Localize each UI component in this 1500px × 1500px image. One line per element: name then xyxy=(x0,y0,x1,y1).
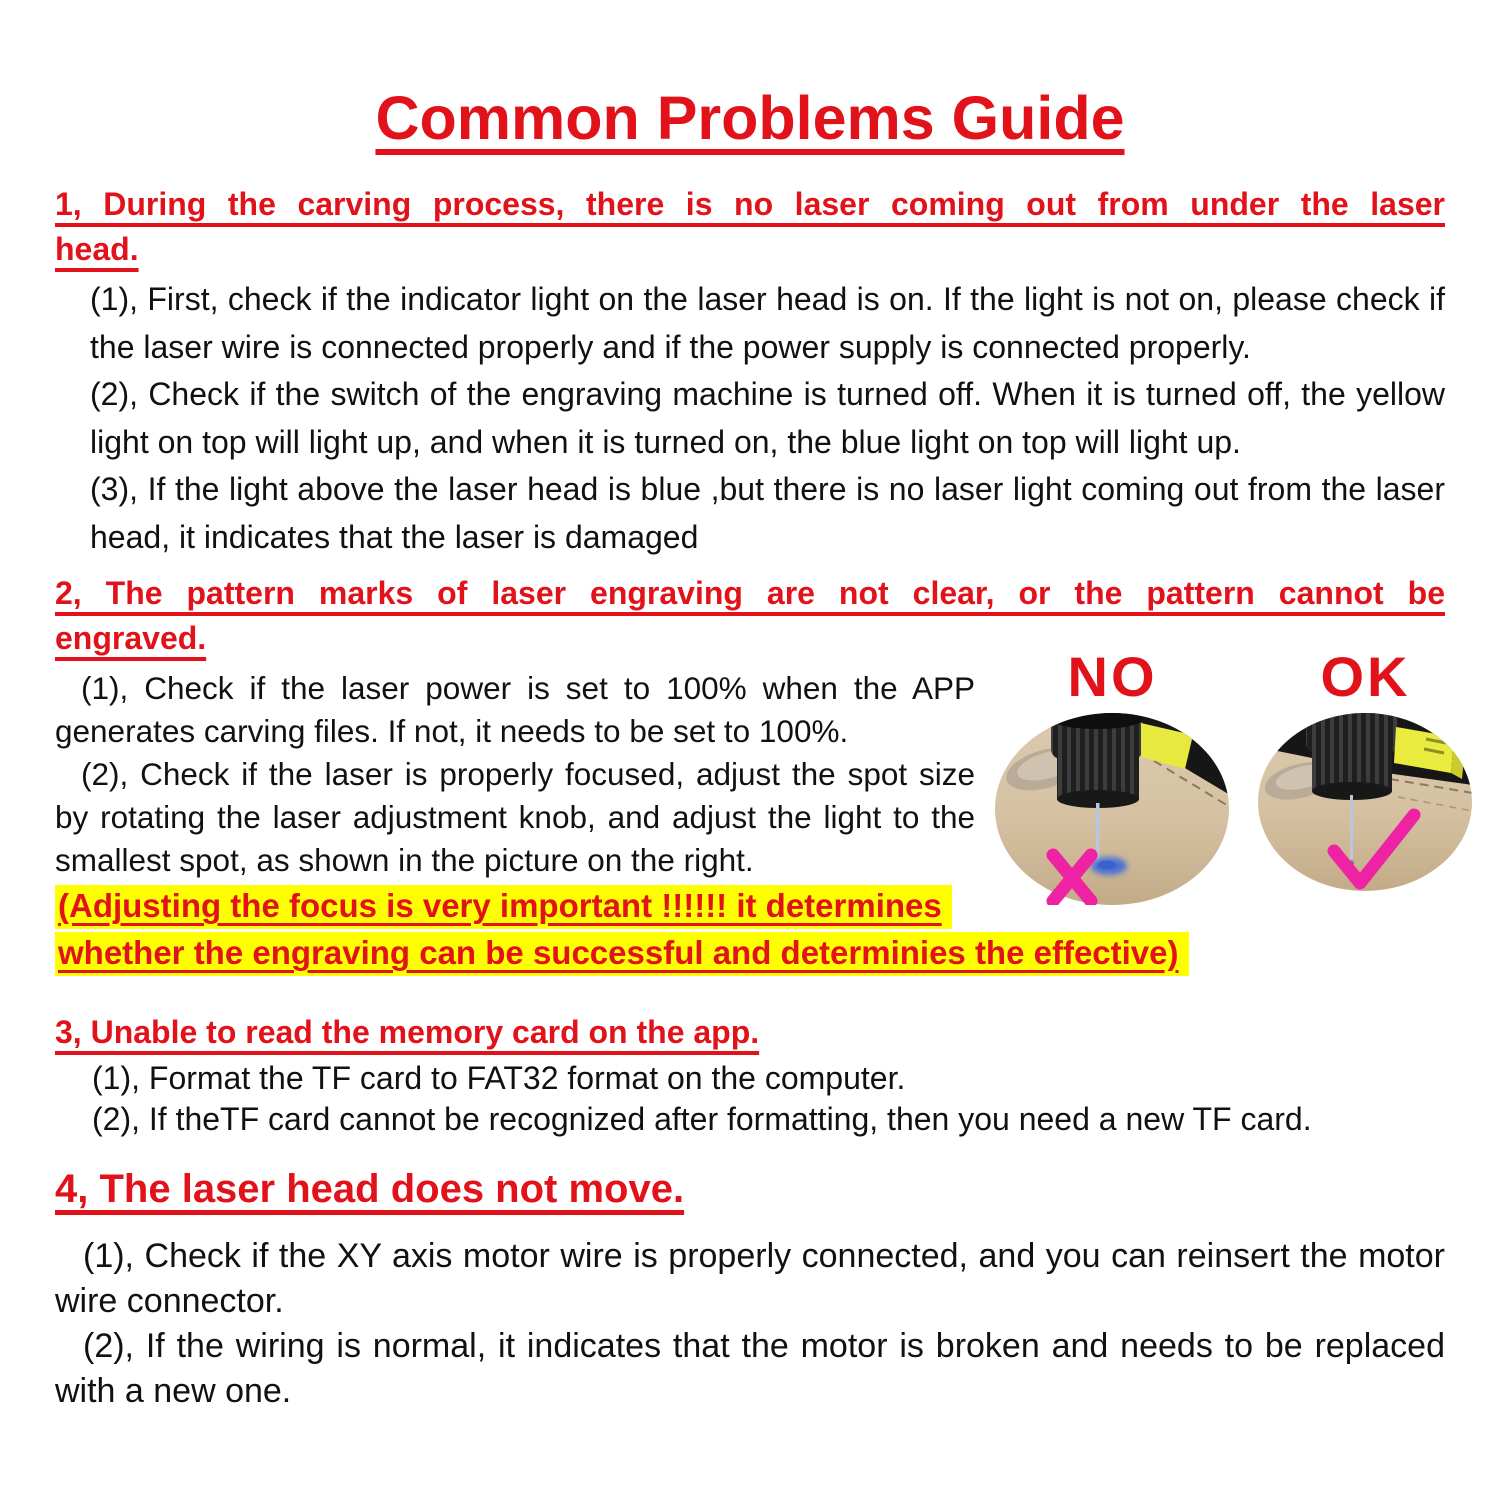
page-title: Common Problems Guide xyxy=(375,84,1125,152)
section-1-heading-line-1: 1, During the carving process, there is no laser coming out from under the laser xyxy=(55,186,1445,222)
section-3-item-2: (2), If theTF card cannot be recognized after formatting, then you need a new TF card. xyxy=(92,1101,1312,1137)
section-1-item-2: (2), Check if the switch of the engraving machine is turned off. When it is turned off, the yellow light on top will light up, and when it is turned on, the blue light on top will light up. xyxy=(90,376,1445,460)
section-1-item-3: (3), If the light above the laser head is blue ,but there is no laser light coming out from the laser head, it indicates that the laser is damaged xyxy=(90,471,1445,555)
section-2 xyxy=(55,571,1445,976)
ok-example-column xyxy=(1258,645,1473,891)
ok-label: OK xyxy=(1320,645,1411,708)
section-2-heading-line-1: 2, The pattern marks of laser engraving are not clear, or the pattern cannot be xyxy=(55,575,1445,611)
no-example-column xyxy=(995,645,1230,905)
ok-example-image xyxy=(1258,713,1473,891)
section-4-heading: 4, The laser head does not move. xyxy=(55,1167,685,1211)
section-4-item-1: (1), Check if the XY axis motor wire is properly connected, and you can reinsert the motor wire connector. xyxy=(55,1237,1445,1320)
no-example-image xyxy=(995,713,1230,905)
section-1-heading-line-2: head. xyxy=(55,231,139,267)
no-label: NO xyxy=(1067,645,1158,708)
section-2-item-1: (1), Check if the laser power is set to 100% when the APP generates carving files. If not, it needs to be set to 100%. xyxy=(55,670,975,749)
section-1-body xyxy=(55,276,1445,561)
section-2-item-2: (2), Check if the laser is properly focused, adjust the spot size by rotating the laser adjustment knob, and adjust the light to the smallest spot, as shown in the picture on the right. xyxy=(55,756,975,878)
laser-knob xyxy=(1051,713,1143,808)
section-4-item-2: (2), If the wiring is normal, it indicates that the motor is broken and needs to be replaced with a new one. xyxy=(55,1327,1445,1410)
section-3-item-1: (1), Format the TF card to FAT32 format on the computer. xyxy=(92,1060,906,1096)
laser-knob xyxy=(1306,713,1398,800)
section-1-item-1: (1), First, check if the indicator light on the laser head is on. If the light is not on, please check if the laser wire is connected properly and if the power supply is connected properly. xyxy=(90,281,1445,365)
section-3-body xyxy=(55,1058,1445,1140)
section-2-heading-line-2: engraved. xyxy=(55,620,207,656)
focus-comparison-figure xyxy=(995,645,1473,905)
focus-highlight-note-line-2: whether the engraving can be successful and determinies the effective) xyxy=(55,932,1189,976)
section-3-heading: 3, Unable to read the memory card on the app. xyxy=(55,1014,760,1050)
focus-highlight-note-line-1: (Adjusting the focus is very important !!!!!! it determines xyxy=(55,885,952,929)
laser-beam xyxy=(1350,795,1353,859)
section-4-body xyxy=(55,1234,1445,1414)
